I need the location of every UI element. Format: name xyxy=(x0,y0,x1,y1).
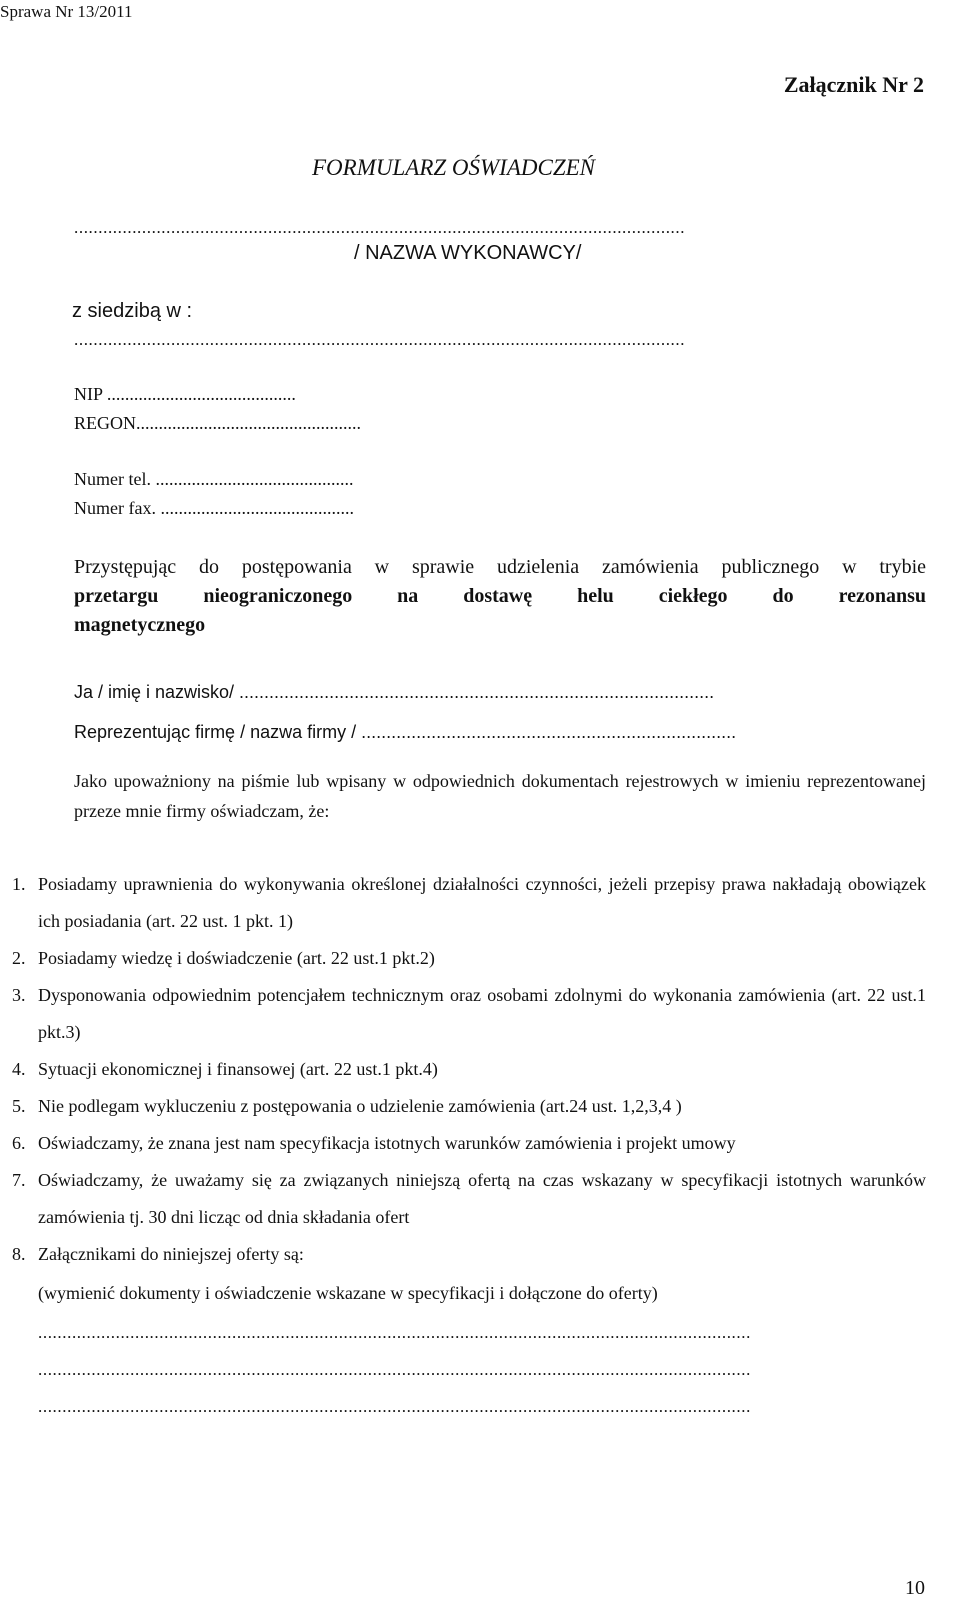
statement-text: Oświadczamy, że znana jest nam specyfikacja istotnych warunków zamówienia i projekt umowy xyxy=(38,1133,736,1153)
authorization-text: Jako upoważniony na piśmie lub wpisany w odpowiednich dokumentach rejestrowych w imieniu reprezentowanej przeze mnie firmy oświadczam, że: xyxy=(74,771,926,821)
seat-line: .............................................................................................................................. xyxy=(74,330,686,349)
statement-item xyxy=(12,1088,926,1125)
statements-list xyxy=(12,866,926,1425)
statement-text: Posiadamy wiedzę i doświadczenie (art. 22 ust.1 pkt.2) xyxy=(38,948,435,968)
case-reference: Sprawa Nr 13/2011 xyxy=(0,2,133,21)
statement-text: Nie podlegam wykluczeniu z postępowania o udzielenie zamówienia (art.24 ust. 1,2,3,4 ) xyxy=(38,1096,682,1116)
attachments-instruction-text: (wymienić dokumenty i oświadczenie wskazane w specyfikacji i dołączone do oferty) xyxy=(38,1283,658,1303)
attachment-label: Załącznik Nr 2 xyxy=(783,72,924,97)
statement-item xyxy=(12,1162,926,1236)
phone-field: Numer tel. ............................................ xyxy=(74,469,354,489)
regon-field: REGON.................................................. xyxy=(74,413,361,433)
intro-subject: przetargu nieograniczonego na dostawę helu ciekłego do rezonansu xyxy=(74,585,926,607)
statement-item xyxy=(12,977,926,1051)
statement-number: 1. xyxy=(12,874,26,894)
statement-number: 5. xyxy=(12,1096,26,1116)
statement-item xyxy=(12,1051,926,1088)
statement-number: 6. xyxy=(12,1133,26,1153)
intro-subject-end: magnetycznego xyxy=(74,614,206,636)
contractor-name-line: .............................................................................................................................. xyxy=(74,218,686,237)
statement-number: 4. xyxy=(12,1059,26,1079)
nip-field: NIP .......................................... xyxy=(74,384,296,404)
statement-text: Załącznikami do niniejszej oferty są: xyxy=(38,1244,304,1264)
statement-text: Sytuacji ekonomicznej i finansowej (art. 22 ust.1 pkt.4) xyxy=(38,1059,438,1079)
statement-item xyxy=(12,866,926,940)
contractor-name-caption: / NAZWA WYKONAWCY/ xyxy=(354,242,582,264)
attachment-line xyxy=(12,1388,926,1425)
statement-text: Posiadamy uprawnienia do wykonywania określonej działalności czynności, jeżeli przepisy prawa nakładają obowiązek ich posiadania (art. 22 ust. 1 pkt. 1) xyxy=(38,874,926,931)
attachment-line xyxy=(12,1351,926,1388)
attachment-line xyxy=(12,1314,926,1351)
attachments-instruction xyxy=(12,1273,926,1314)
form-title: FORMULARZ OŚWIADCZEŃ xyxy=(312,155,596,180)
statement-number: 3. xyxy=(12,985,26,1005)
page-number: 10 xyxy=(905,1577,925,1599)
statement-number: 8. xyxy=(12,1244,26,1264)
attachment-line-dots: ................................................................................................................................................... xyxy=(38,1323,751,1342)
statement-item xyxy=(12,1236,926,1273)
attachment-line-dots: ................................................................................................................................................... xyxy=(38,1397,751,1416)
company-name-line: Reprezentując firmę / nazwa firmy / ........................................................................... xyxy=(74,722,737,742)
statement-number: 2. xyxy=(12,948,26,968)
intro-text: Przystępując do postępowania w sprawie udzielenia zamówienia publicznego w trybie xyxy=(74,556,926,578)
statement-text: Dysponowania odpowiednim potencjałem technicznym oraz osobami zdolnymi do wykonania zamówienia (art. 22 ust.1 pkt.3) xyxy=(38,985,926,1042)
attachment-line-dots: ................................................................................................................................................... xyxy=(38,1360,751,1379)
statement-item xyxy=(12,940,926,977)
statement-number: 7. xyxy=(12,1170,26,1190)
fax-field: Numer fax. ........................................... xyxy=(74,498,354,518)
statement-text: Oświadczamy, że uważamy się za związanych niniejszą ofertą na czas wskazany w specyfikacji istotnych warunków zamówienia tj. 30 dni licząc od dnia składania ofert xyxy=(38,1170,926,1227)
person-name-line: Ja / imię i nazwisko/ ............................................................................................... xyxy=(74,682,715,702)
statement-item xyxy=(12,1125,926,1162)
seat-label: z siedzibą w : xyxy=(72,300,193,322)
